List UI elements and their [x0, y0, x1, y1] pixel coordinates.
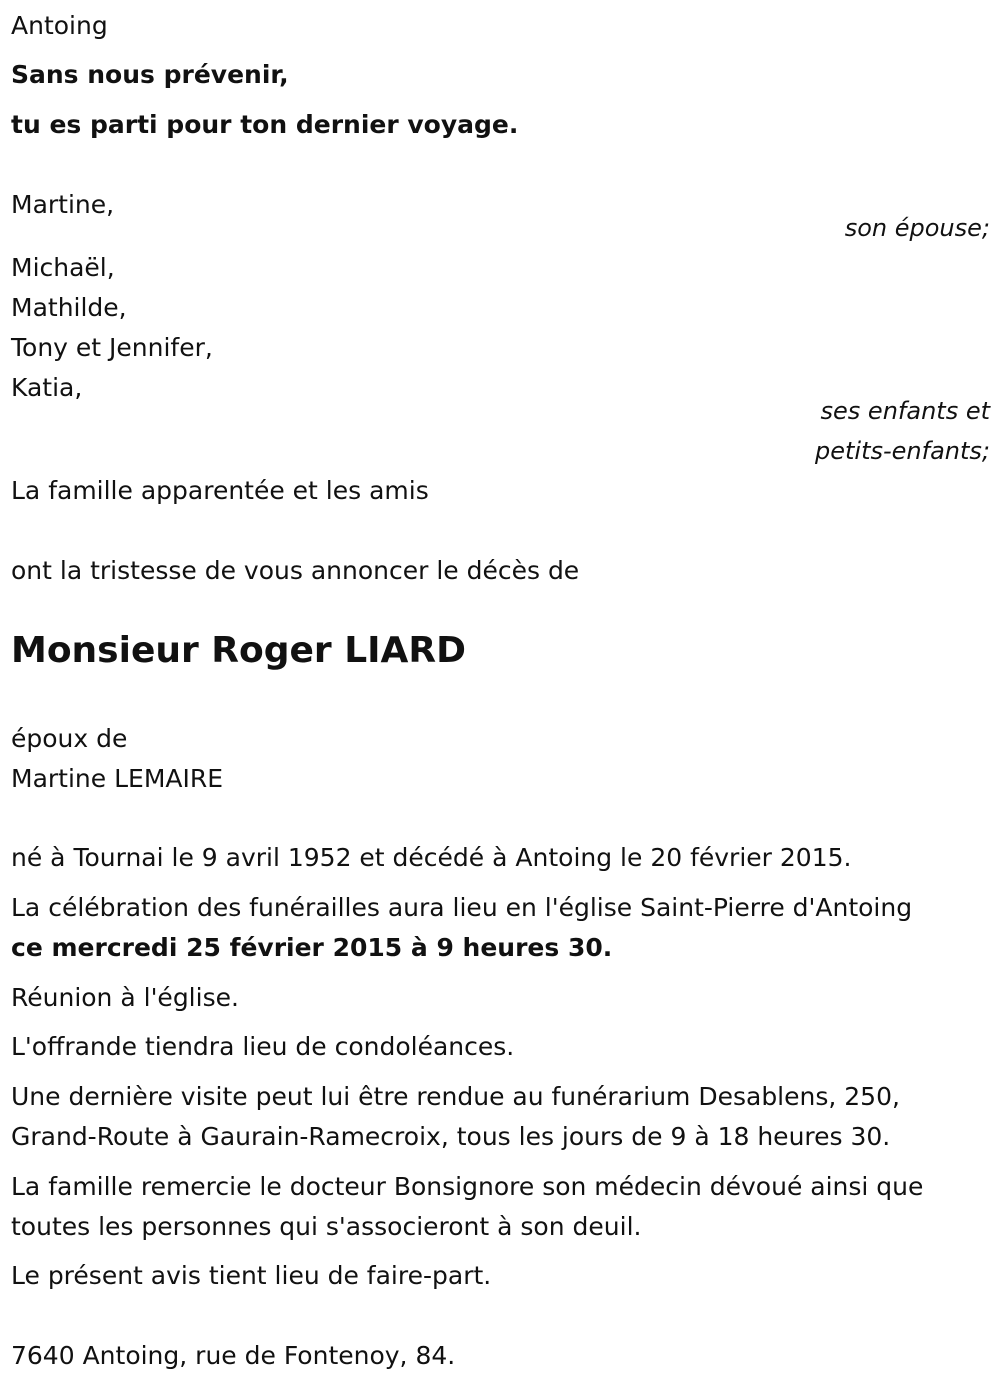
ceremony-line-2: ce mercredi 25 février 2015 à 9 heures 30. [11, 933, 613, 962]
children-relation-line-1: ses enfants et [820, 397, 990, 425]
headline-line-1: Sans nous prévenir, [11, 60, 289, 89]
thanks-line-2: toutes les personnes qui s'associeront à son deuil. [11, 1212, 642, 1241]
child-name-2: Mathilde, [11, 293, 127, 322]
headline-line-2: tu es parti pour ton dernier voyage. [11, 110, 519, 139]
thanks-line-1: La famille remercie le docteur Bonsignore son médecin dévoué ainsi que [11, 1172, 924, 1201]
ceremony-line-1: La célébration des funérailles aura lieu en l'église Saint-Pierre d'Antoing [11, 893, 913, 922]
birth-death-line: né à Tournai le 9 avril 1952 et décédé à Antoing le 20 février 2015. [11, 843, 852, 872]
announce-line: ont la tristesse de vous annoncer le décès de [11, 556, 580, 585]
address-line: 7640 Antoing, rue de Fontenoy, 84. [11, 1341, 456, 1370]
spouse-of-name: Martine LEMAIRE [11, 764, 224, 793]
children-relation-line-2: petits-enfants; [815, 437, 990, 465]
place-heading: Antoing [11, 11, 108, 40]
spouse-relation: son épouse; [844, 214, 990, 242]
spouse-of-label: époux de [11, 724, 128, 753]
deceased-name: Monsieur Roger LIARD [11, 630, 467, 671]
child-name-1: Michaël, [11, 253, 115, 282]
family-line: La famille apparentée et les amis [11, 476, 429, 505]
child-name-4: Katia, [11, 373, 83, 402]
meeting-line: Réunion à l'église. [11, 983, 239, 1012]
notice-line: Le présent avis tient lieu de faire-part. [11, 1261, 492, 1290]
child-name-3: Tony et Jennifer, [11, 333, 213, 362]
offering-line: L'offrande tiendra lieu de condoléances. [11, 1032, 515, 1061]
spouse-name: Martine, [11, 190, 115, 219]
visit-line-1: Une dernière visite peut lui être rendue au funérarium Desablens, 250, [11, 1082, 900, 1111]
visit-line-2: Grand-Route à Gaurain-Ramecroix, tous les jours de 9 à 18 heures 30. [11, 1122, 891, 1151]
